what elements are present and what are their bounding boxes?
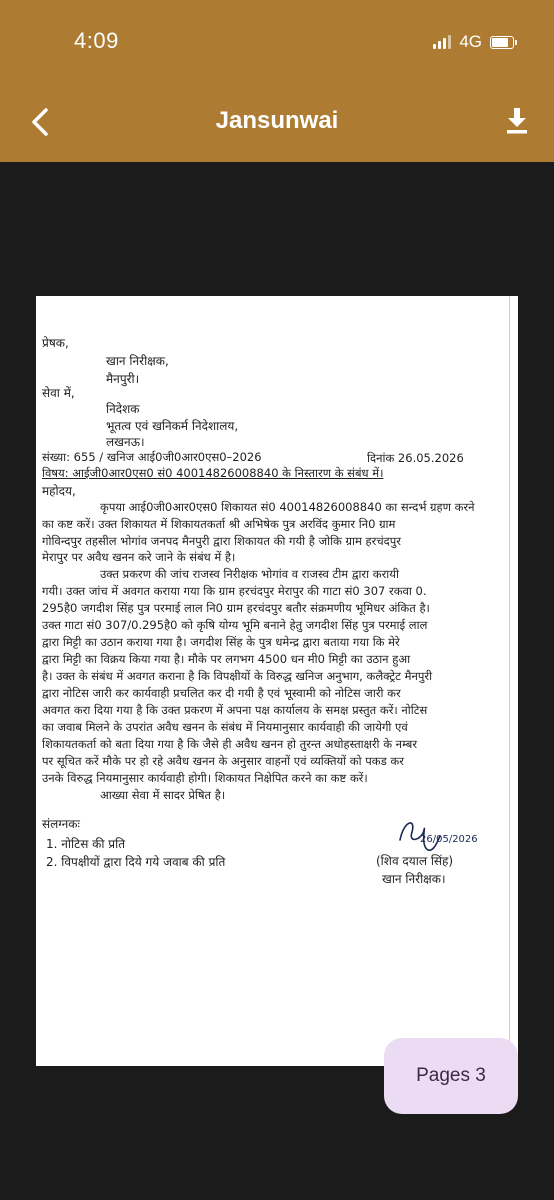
body-line: उनके विरुद्ध नियमानुसार कार्यवाही होगी। शिकायत निक्षेपित करने का कष्ट करें। — [42, 771, 368, 785]
app-header — [0, 0, 554, 162]
enclosure-item: 1. नोटिस की प्रति — [46, 837, 126, 851]
recipient-line: भूतत्व एवं खनिकर्म निदेशालय, — [106, 419, 239, 433]
network-label: 4G — [459, 32, 482, 51]
body-line: 295है0 जगदीश सिंह पुत्र परमाई लाल नि0 ग्राम हरचंदपुर बतौर संक्रमणीय भूमिधर अंकित है। — [42, 601, 430, 615]
subject-line: विषय: आईजी0आर0एस0 सं0 40014826008840 के निस्तारण के संबंध में। — [42, 466, 384, 480]
body-line: मेरापुर पर अवैध खनन करे जाने के संबंध में है। — [42, 550, 236, 564]
status-indicators — [433, 32, 514, 52]
pages-button[interactable]: Pages 3 — [384, 1038, 518, 1114]
reference-number: संख्या: 655 / खनिज आई0जी0आर0एस0–2026 — [42, 450, 262, 464]
sender-place: मैनपुरी। — [106, 372, 140, 386]
recipient-line: लखनऊ। — [106, 435, 145, 449]
sender-name: खान निरीक्षक, — [106, 354, 169, 368]
body-line: गोविन्दपुर तहसील भोगांव जनपद मैनपुरी द्वारा शिकायत की गयी है जोकि ग्राम हरचंदपुर — [42, 534, 401, 548]
document-page — [36, 296, 518, 1066]
signatory-title: खान निरीक्षक। — [382, 872, 446, 886]
sender-label: प्रेषक, — [42, 336, 69, 350]
body-line: का जवाब मिलने के उपरांत अवैध खनन के संबंध में नियमानुसार कार्यवाही की जायेगी एवं — [42, 720, 408, 734]
enclosure-label: संलग्नकः — [42, 817, 80, 831]
body-line: उक्त गाटा सं0 307/0.295है0 को कृषि योग्य भूमि बनाने हेतु जगदीश सिंह पुत्र परमाई लाल — [42, 618, 428, 632]
body-line: अवगत करा दिया गया है कि उक्त प्रकरण में अपना पक्ष कार्यालय के समक्ष प्रस्तुत करें। नोटिस — [42, 703, 428, 717]
download-icon[interactable] — [504, 106, 530, 134]
body-line: शिकायतकर्ता को बता दिया गया है कि जैसे ही अवैध खनन हो तुरन्त अधोहस्ताक्षरी के नम्बर — [42, 737, 418, 751]
body-line: द्वारा मिट्टी का उठान कराया गया है। जगदीश सिंह के पुत्र धमेन्द्र द्वारा बताया गया कि मेरे — [42, 635, 400, 649]
salutation: महोदय, — [42, 484, 76, 498]
page-edge — [509, 296, 510, 1066]
letter-date: दिनांक 26.05.2026 — [367, 451, 464, 465]
body-line: गयी। उक्त जांच में अवगत कराया गया कि ग्राम हरचंदपुर मेरापुर की गाटा सं0 307 रकवा 0. — [42, 584, 427, 598]
body-line: पर सूचित करें मौके पर हो रहे अवैध खनन के अनुसार वाहनों एवं व्यक्तियों को पकड कर — [42, 754, 404, 768]
to-label: सेवा में, — [42, 386, 75, 400]
battery-icon — [490, 36, 514, 49]
enclosure-item: 2. विपक्षीयों द्वारा दिये गये जवाब की प्रति — [46, 855, 226, 869]
recipient-line: निदेशक — [106, 402, 140, 416]
body-line: द्वारा मिट्टी का विक्रय किया गया है। मौके पर लगभग 4500 धन मी0 मिट्टी का उठान हुआ — [42, 652, 411, 666]
body-line: उक्त प्रकरण की जांच राजस्व निरीक्षक भोगांव व राजस्व टीम द्वारा करायी — [100, 567, 399, 581]
page-title: Jansunwai — [215, 107, 339, 134]
signature-image — [394, 810, 478, 858]
body-line: कृपया आई0जी0आर0एस0 शिकायत सं0 40014826008840 का सन्दर्भ ग्रहण करने — [100, 500, 475, 514]
body-line: द्वारा नोटिस जारी कर कार्यवाही प्रचलित कर दी गयी है एवं भूस्वामी को नोटिस जारी कर — [42, 686, 401, 700]
body-line: है। उक्त के संबंध में अवगत कराना है कि विपक्षीयों के विरुद्ध खनिज अनुभाग, कलैक्ट्रेट मैनपुरी — [42, 669, 433, 683]
body-line: आख्या सेवा में सादर प्रेषित है। — [100, 788, 226, 802]
signatory-name: (शिव दयाल सिंह) — [376, 854, 454, 868]
status-time: 4:09 — [74, 28, 119, 53]
signal-icon — [433, 35, 451, 49]
svg-text:26/05/2026: 26/05/2026 — [420, 834, 478, 845]
body-line: का कष्ट करें। उक्त शिकायत में शिकायतकर्ता श्री अभिषेक पुत्र अरविंद कुमार नि0 ग्राम — [42, 517, 396, 531]
